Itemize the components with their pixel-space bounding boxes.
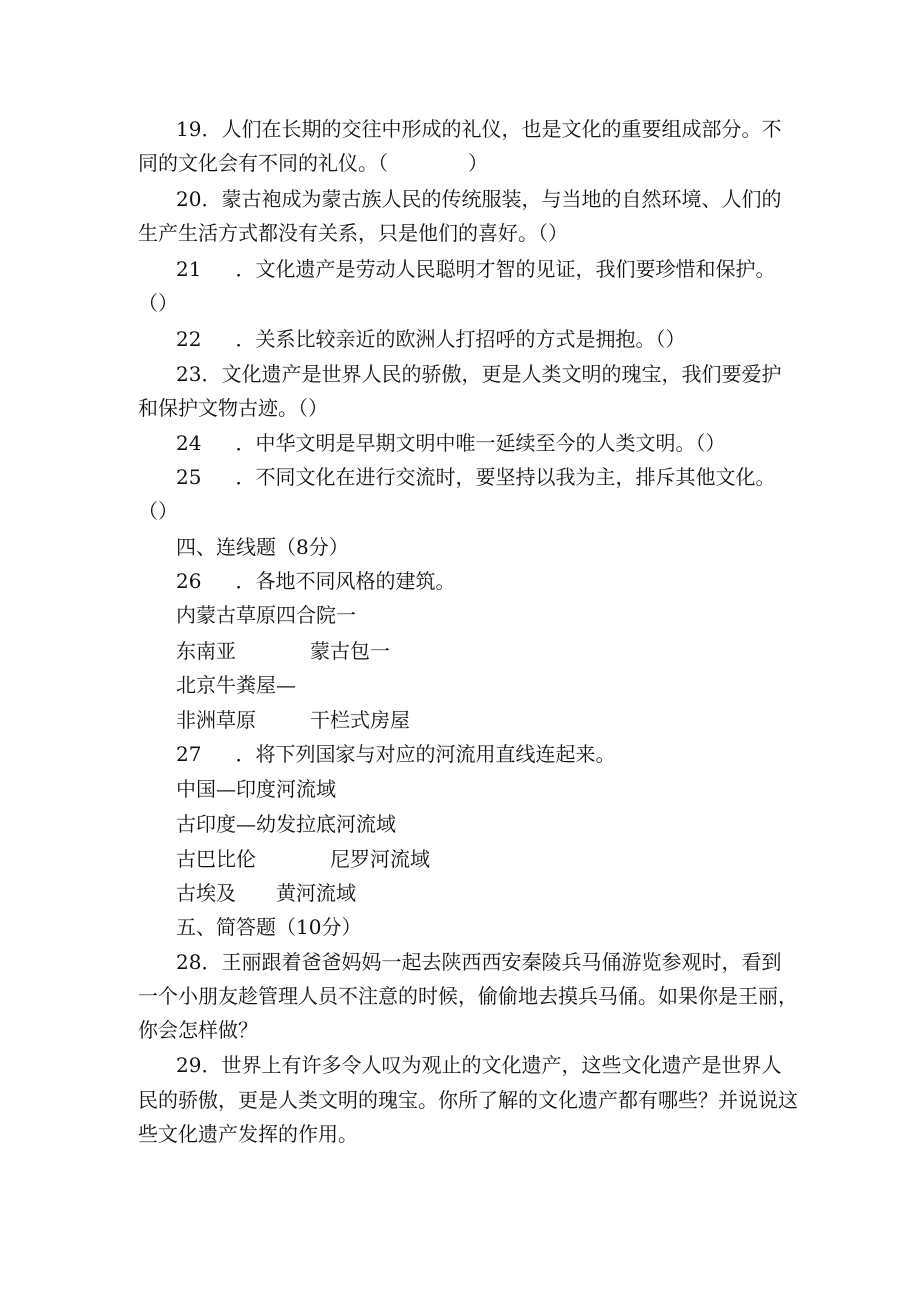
question-number: 29 — [176, 1053, 202, 1077]
match-item-left: 北京牛粪屋— — [176, 673, 296, 697]
question-28-line-1 — [176, 949, 781, 975]
match-item-left: 内蒙古草原四合院一 — [176, 603, 356, 627]
question-text: ．文化遗产是世界人民的骄傲，更是人类文明的瑰宝，我们要爱护 — [201, 362, 782, 386]
question-24-line-1 — [176, 430, 725, 456]
question-number: 26 — [176, 569, 202, 593]
question-25-line-2: （） — [138, 499, 178, 523]
question-number: 22 — [176, 327, 202, 351]
question-number: 24 — [176, 431, 202, 455]
question-text: ．王丽跟着爸爸妈妈一起去陕西西安秦陵兵马俑游览参观时，看到 — [201, 950, 782, 974]
question-29-line-3: 些文化遗产发挥的作用。 — [138, 1122, 358, 1146]
question-23-line-2: 和保护文物古迹。（） — [138, 396, 328, 420]
question-20-line-2: 生产生活方式都没有关系，只是他们的喜好。（） — [138, 221, 568, 245]
match-item-right: 蒙古包一 — [310, 639, 390, 663]
section-4-title: 四、连线题（8分） — [176, 535, 349, 559]
question-text: ．文化遗产是劳动人民聪明才智的见证，我们要珍惜和保护。 — [235, 257, 776, 281]
question-number: 25 — [176, 465, 202, 489]
question-28-line-3: 你会怎样做？ — [138, 1018, 258, 1042]
question-number: 19 — [176, 117, 202, 141]
match-item-left: 古印度—幼发拉底河流域 — [176, 812, 396, 836]
question-22-line-1 — [176, 326, 685, 352]
match-item-left: 古巴比伦 — [176, 847, 256, 871]
question-number: 28 — [176, 950, 202, 974]
question-29-line-2: 民的骄傲，更是人类文明的瑰宝。你所了解的文化遗产都有哪些？并说说这 — [138, 1088, 798, 1112]
question-text: ．关系比较亲近的欧洲人打招呼的方式是拥抱。（） — [235, 327, 686, 351]
question-text: ．世界上有许多令人叹为观止的文化遗产，这些文化遗产是世界人 — [201, 1053, 782, 1077]
question-number: 27 — [176, 742, 202, 766]
question-21-line-2: （） — [138, 291, 178, 315]
question-27-line-1 — [176, 741, 615, 767]
question-text: ．中华文明是早期文明中唯一延续至今的人类文明。（） — [235, 431, 726, 455]
question-19-line-1 — [176, 116, 781, 142]
question-23-line-1 — [176, 361, 781, 387]
question-number: 21 — [176, 257, 202, 281]
section-5-title: 五、简答题（10分） — [176, 915, 362, 939]
question-number: 23 — [176, 362, 202, 386]
question-25-line-1 — [176, 464, 775, 490]
question-26-line-1 — [176, 568, 455, 594]
question-20-line-1 — [176, 186, 781, 212]
question-text: ．不同文化在进行交流时，要坚持以我为主，排斥其他文化。 — [235, 465, 776, 489]
question-text: ．各地不同风格的建筑。 — [235, 569, 456, 593]
question-28-line-2: 一个小朋友趁管理人员不注意的时候，偷偷地去摸兵马俑。如果你是王丽， — [138, 984, 798, 1008]
match-item-right: 尼罗河流域 — [330, 847, 430, 871]
question-19-line-2: 同的文化会有不同的礼仪。（ ） — [138, 151, 488, 175]
match-item-right: 黄河流域 — [276, 881, 356, 905]
match-item-left: 中国—印度河流域 — [176, 777, 336, 801]
match-item-right: 干栏式房屋 — [310, 708, 410, 732]
question-29-line-1 — [176, 1052, 781, 1078]
match-item-left: 非洲草原 — [176, 708, 256, 732]
question-21-line-1 — [176, 256, 775, 282]
match-item-left: 古埃及 — [176, 881, 236, 905]
question-text: ．人们在长期的交往中形成的礼仪，也是文化的重要组成部分。不 — [201, 117, 782, 141]
question-number: 20 — [176, 187, 202, 211]
question-text: ．蒙古袍成为蒙古族人民的传统服装，与当地的自然环境、人们的 — [201, 187, 782, 211]
match-item-left: 东南亚 — [176, 639, 236, 663]
question-text: ．将下列国家与对应的河流用直线连起来。 — [235, 742, 616, 766]
